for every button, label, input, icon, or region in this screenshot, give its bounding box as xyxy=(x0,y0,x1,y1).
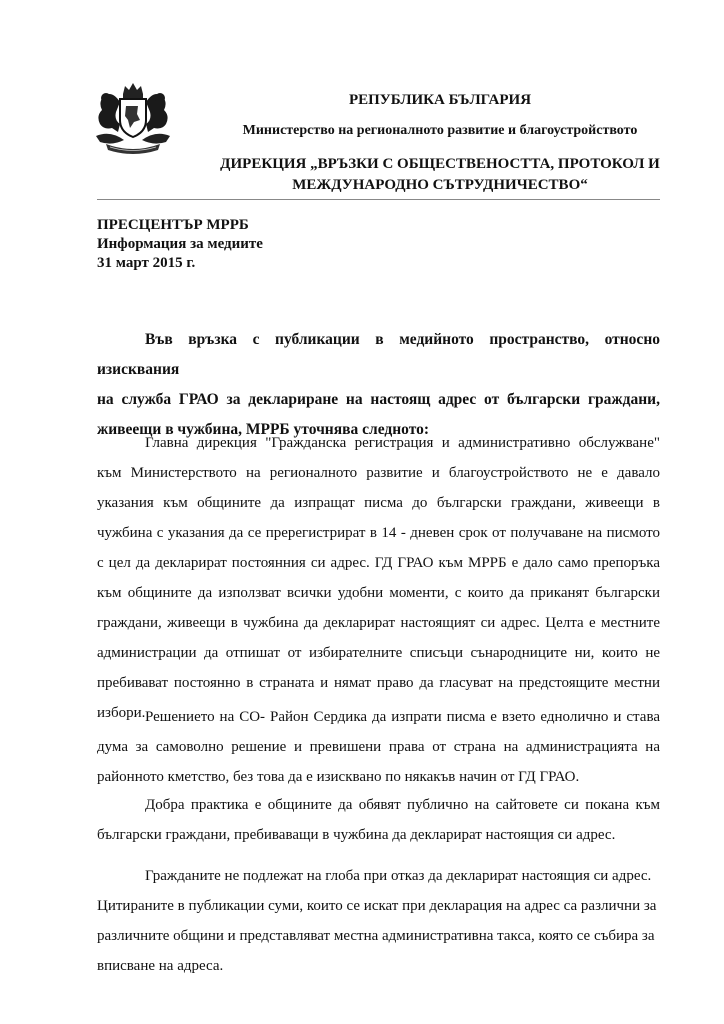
directorate-line-1: ДИРЕКЦИЯ „ВРЪЗКИ С ОБЩЕСТВЕНОСТТА, ПРОТОКОЛ И xyxy=(220,156,660,172)
text-line: Цитираните в публикации суми, които се искат при декларация на адрес са различни за xyxy=(97,898,657,914)
coat-of-arms-icon xyxy=(90,80,176,156)
header-divider xyxy=(97,199,660,200)
republic-title: РЕПУБЛИКА БЪЛГАРИЯ xyxy=(348,92,532,108)
text-line: на служба ГРАО за деклариране на настоящ адрес от български граждани, xyxy=(97,391,660,408)
text-line: Гражданите не подлежат на глоба при отказ да декларират настоящия си адрес. xyxy=(145,868,652,884)
text-line: администрации да отпишат от избирателните списъци сънародниците ни, които не xyxy=(97,645,660,661)
text-line: Главна дирекция "Гражданска регистрация и административно обслужване" xyxy=(145,435,660,451)
paragraph-4 xyxy=(97,861,660,981)
directorate-title xyxy=(200,154,680,196)
text-line: към Министерството на регионалното развитие и благоустройството не е давало xyxy=(97,465,660,481)
text-line: чужбина с указания да се пререгистрират в 14 - дневен срок от получаване на писмото xyxy=(97,525,660,541)
text-line: Решението на СО- Район Сердика да изпрати писма е взето еднолично и става xyxy=(145,709,660,725)
press-center: ПРЕСЦЕНТЪР МРРБ xyxy=(97,217,249,233)
paragraph-2 xyxy=(97,702,660,792)
ministry-title: Министерство на регионалното развитие и благоустройството xyxy=(242,123,638,138)
directorate-line-2: МЕЖДУНАРОДНО СЪТРУДНИЧЕСТВО“ xyxy=(292,177,588,193)
text-line: живеещи в чужбина, МРРБ уточнява следното: xyxy=(97,421,430,438)
text-line: Добра практика е общините да обявят публично на сайтовете си покана към xyxy=(145,797,660,813)
text-line: указания към общините да изпращат писма до български граждани, живеещи в xyxy=(97,495,660,511)
intro-paragraph xyxy=(97,325,660,445)
paragraph-1 xyxy=(97,428,660,728)
text-line: към общините да използват всички удобни моменти, с които да приканят български xyxy=(97,585,660,601)
text-line: граждани, живеещи в чужбина да декларират настоящият си адрес. Целта е местните xyxy=(97,615,660,631)
paragraph-3 xyxy=(97,790,660,850)
press-date: 31 март 2015 г. xyxy=(97,255,196,271)
text-line: български граждани, пребиваващи в чужбина да декларират настоящия си адрес. xyxy=(97,827,616,843)
text-line: с цел да декларират постоянния си адрес. ГД ГРАО към МРРБ е дало само препоръка xyxy=(97,555,660,571)
text-line: различните общини и представляват местна административна такса, която се събира за xyxy=(97,928,655,944)
text-line: избори. xyxy=(97,705,146,721)
text-line: пребивават постоянно в страната и нямат право да гласуват на предстоящите местни xyxy=(97,675,660,691)
text-line: районното кметство, без това да е изисквано по някакъв начин от ГД ГРАО. xyxy=(97,769,580,785)
media-info: Информация за медиите xyxy=(97,236,263,252)
text-line: Във връзка с публикации в медийното пространство, относно изисквания xyxy=(97,331,660,378)
text-line: дума за самоволно решение и превишени права от страна на администрацията на xyxy=(97,739,660,755)
text-line: вписване на адреса. xyxy=(97,958,224,974)
press-block xyxy=(97,216,263,273)
